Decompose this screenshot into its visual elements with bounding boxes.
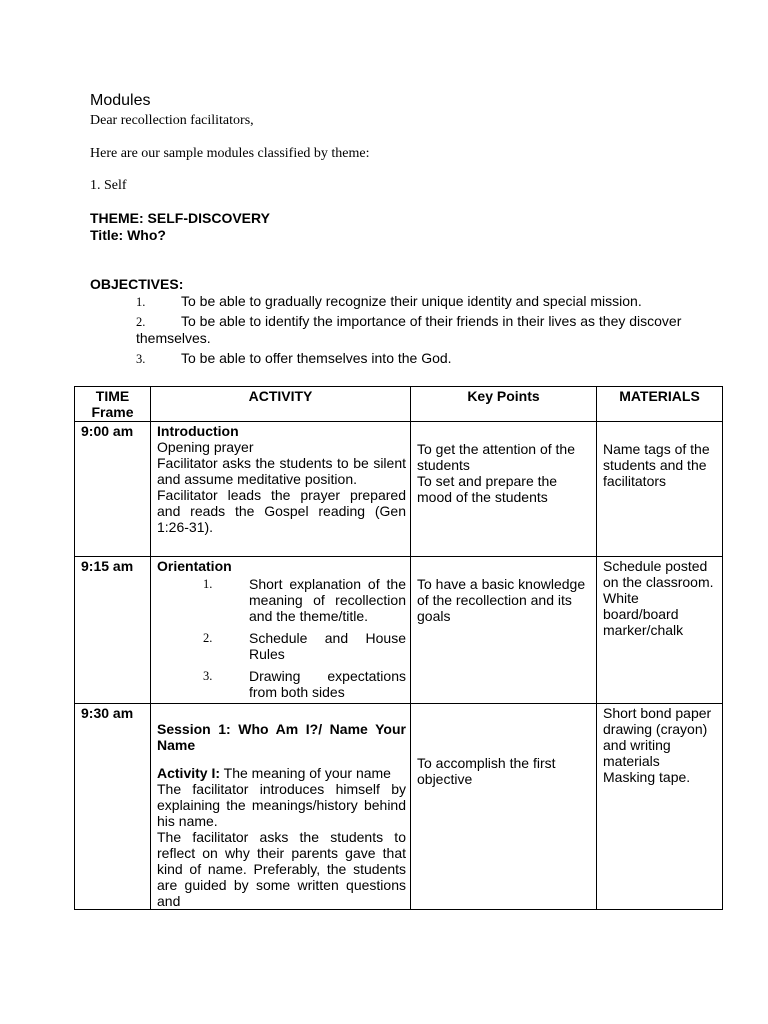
objective-text: To be able to identify the importance of their friends in their lives as they discover <box>181 313 682 329</box>
activity-paragraph: The facilitator introduces himself by explaining the meanings/history behind his name. <box>157 781 406 829</box>
header-activity: ACTIVITY <box>151 387 411 422</box>
header-materials: MATERIALS <box>597 387 723 422</box>
activity-label: Activity I: <box>157 765 221 781</box>
objective-number: 2. <box>136 315 146 329</box>
materials-cell <box>597 557 723 704</box>
material-text: Name tags of the students and the facilitators <box>603 441 710 489</box>
objective-item <box>136 293 696 310</box>
material-text: Masking tape. <box>603 769 691 785</box>
table-header-row <box>75 387 723 422</box>
materials-cell <box>597 422 723 557</box>
subitem-text: Schedule and House Rules <box>249 630 406 662</box>
time-cell: 9:00 am <box>75 422 151 557</box>
activity-cell <box>151 557 411 704</box>
subitem-number: 2. <box>203 631 213 645</box>
keypoints-cell <box>411 704 597 910</box>
session-title: Session 1: Who Am I?/ Name Your Name <box>157 721 406 753</box>
document-heading: Modules <box>90 92 151 109</box>
objective-number: 1. <box>136 295 146 309</box>
objective-text: To be able to gradually recognize their unique identity and special mission. <box>181 293 642 309</box>
table-row <box>75 422 723 557</box>
greeting-text: Dear recollection facilitators, <box>90 113 254 128</box>
keypoints-cell <box>411 557 597 704</box>
objective-item <box>136 350 696 367</box>
table-row <box>75 704 723 910</box>
objective-item <box>136 313 696 346</box>
activity-title: Orientation <box>157 558 232 574</box>
time-cell: 9:15 am <box>75 557 151 704</box>
theme-line: THEME: SELF-DISCOVERY <box>90 210 270 226</box>
keypoint-text: To set and prepare the mood of the students <box>417 473 558 505</box>
material-text: White board/board marker/chalk <box>603 590 684 638</box>
activity-cell <box>151 704 411 910</box>
orientation-subitem <box>157 630 406 662</box>
orientation-subitem <box>157 576 406 624</box>
material-text: Schedule posted on the classroom. <box>603 558 714 590</box>
keypoint-text: To have a basic knowledge of the recollection and its goals <box>417 576 586 624</box>
title-line: Title: Who? <box>90 227 166 243</box>
activity-subtitle: The meaning of your name <box>220 765 391 781</box>
module-plan-table <box>74 386 723 910</box>
subitem-text: Short explanation of the meaning of recollection and the theme/title. <box>249 576 406 624</box>
material-text: drawing (crayon) and writing materials <box>603 721 708 769</box>
activity-title: Introduction <box>157 423 239 439</box>
keypoint-text: To accomplish the first objective <box>417 755 556 787</box>
subitem-text: Drawing expectations from both sides <box>249 668 406 700</box>
table-row <box>75 557 723 704</box>
subitem-number: 1. <box>203 577 213 591</box>
header-time: TIME Frame <box>75 387 151 422</box>
objectives-heading: OBJECTIVES: <box>90 276 184 292</box>
objective-number: 3. <box>136 352 146 366</box>
subitem-number: 3. <box>203 669 213 683</box>
materials-cell <box>597 704 723 910</box>
time-cell: 9:30 am <box>75 704 151 910</box>
activity-line: Facilitator asks the students to be silent and assume meditative position. <box>157 455 406 487</box>
header-keypoints: Key Points <box>411 387 597 422</box>
section-label: 1. Self <box>90 178 127 193</box>
activity-line: Facilitator leads the prayer prepared and reads the Gospel reading (Gen 1:26-31). <box>157 487 406 535</box>
objective-text-continued: themselves. <box>136 330 211 346</box>
orientation-subitem <box>157 668 406 700</box>
objective-text: To be able to offer themselves into the God. <box>181 350 452 366</box>
intro-text: Here are our sample modules classified by theme: <box>90 146 370 161</box>
keypoint-text: To get the attention of the students <box>417 441 576 473</box>
keypoints-cell <box>411 422 597 557</box>
material-text: Short bond paper <box>603 705 712 721</box>
activity-paragraph: The facilitator asks the students to reflect on why their parents gave that kind of name. Preferably, the students are guided by some written questions and <box>157 829 406 909</box>
activity-heading <box>157 765 406 781</box>
activity-cell <box>151 422 411 557</box>
activity-line: Opening prayer <box>157 439 254 455</box>
